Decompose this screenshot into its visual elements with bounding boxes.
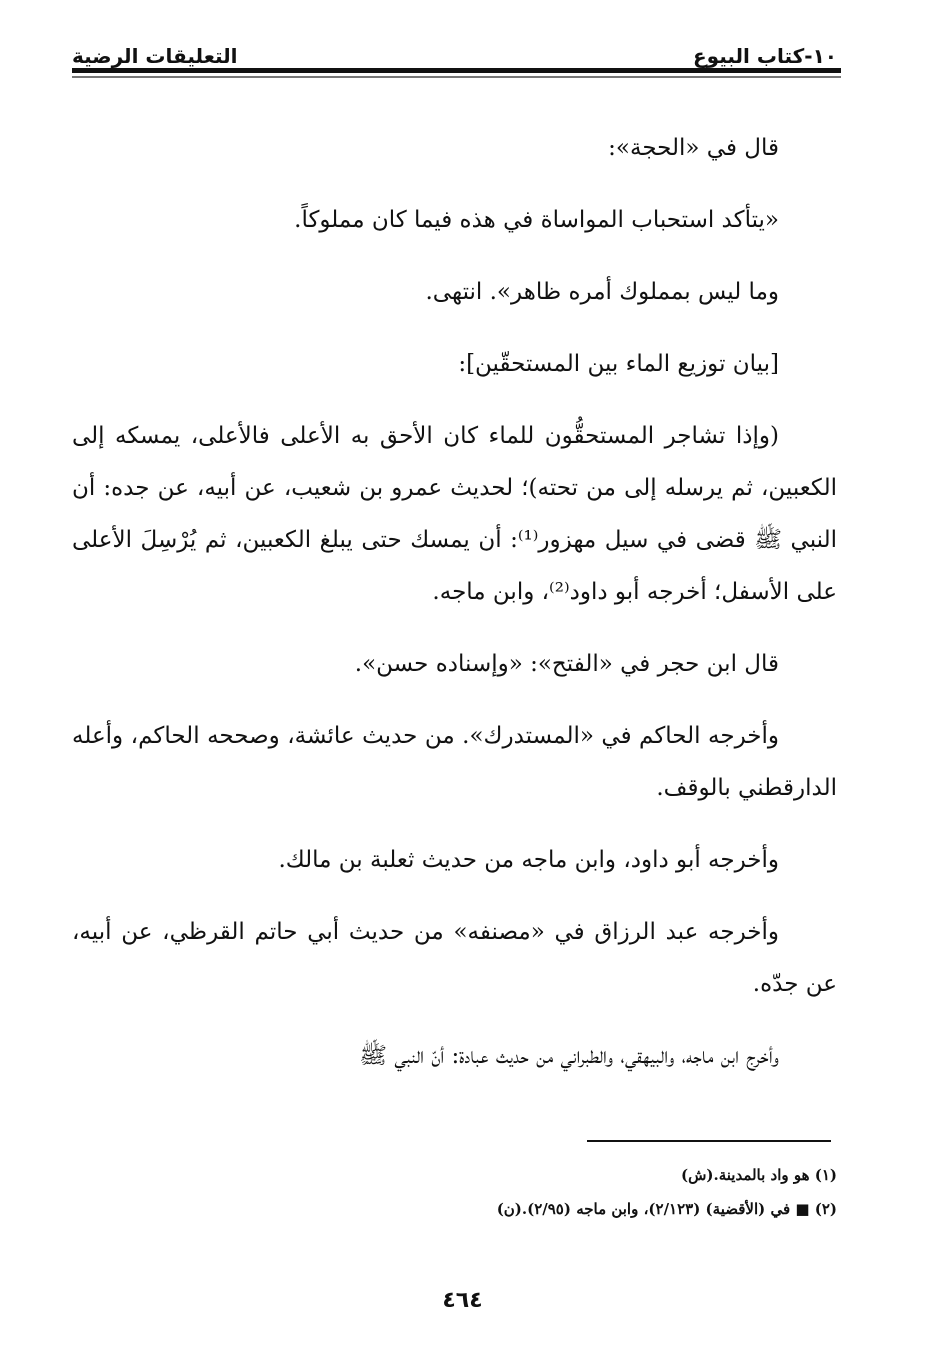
paragraph: وأخرجه الحاكم في «المستدرك». من حديث عائشة، وصححه الحاكم، وأعله الدارقطني بالوقف. (72, 723, 837, 801)
header-rule (72, 68, 841, 73)
paragraph: (وإذا تشاجر المستحقُّون للماء كان الأحق به الأعلى فالأعلى، يمسكه إلى الكعبين، ثم يرسله إلى من تحته)؛ لحديث عمرو بن شعيب، عن أبيه، عن جده: أن النبي ﷺ قضى في سيل مهزور⁽¹⁾: أن يمسك حتى يبلغ الكعبين، ثم يُرْسِلَ الأعلى على الأسفل؛ أخرجه أبو داود⁽²⁾، وابن ماجه. (72, 423, 838, 605)
paragraph: «يتأكد استحباب المواساة في هذه فيما كان مملوكاً. (294, 207, 779, 233)
footnote: (٢) ■ في (الأقضية) (٢/١٢٣)، وابن ماجه (٢/٩٥).(ن) (496, 1200, 837, 1218)
footnote-separator (587, 1140, 831, 1142)
page-body (72, 122, 837, 1102)
section-heading: [بيان توزيع الماء بين المستحقّين]: (458, 351, 779, 377)
running-header (72, 28, 837, 68)
footnotes (300, 1158, 837, 1226)
paragraph: قال في «الحجة»: (608, 135, 779, 161)
paragraph: وأخرج ابن ماجه، والبيهقي، والطبراني من حديث عبادة: أنّ النبي ﷺ (359, 1043, 779, 1069)
chapter-title: ١٠-كتاب البيوع (693, 44, 837, 68)
paragraph: وأخرجه أبو داود، وابن ماجه من حديث ثعلبة بن مالك. (278, 847, 779, 873)
header-rule-thin (72, 76, 841, 78)
paragraph: وما ليس بمملوك أمره ظاهر». انتهى. (425, 279, 779, 305)
page-number: ٤٦٤ (442, 1288, 483, 1313)
book-title: التعليقات الرضية (72, 44, 238, 68)
footnote: (١) هو واد بالمدينة.(ش) (680, 1166, 837, 1184)
paragraph: قال ابن حجر في «الفتح»: «وإسناده حسن». (354, 651, 779, 677)
paragraph: وأخرجه عبد الرزاق في «مصنفه» من حديث أبي حاتم القرظي، عن أبيه، عن جدّه. (72, 919, 837, 997)
